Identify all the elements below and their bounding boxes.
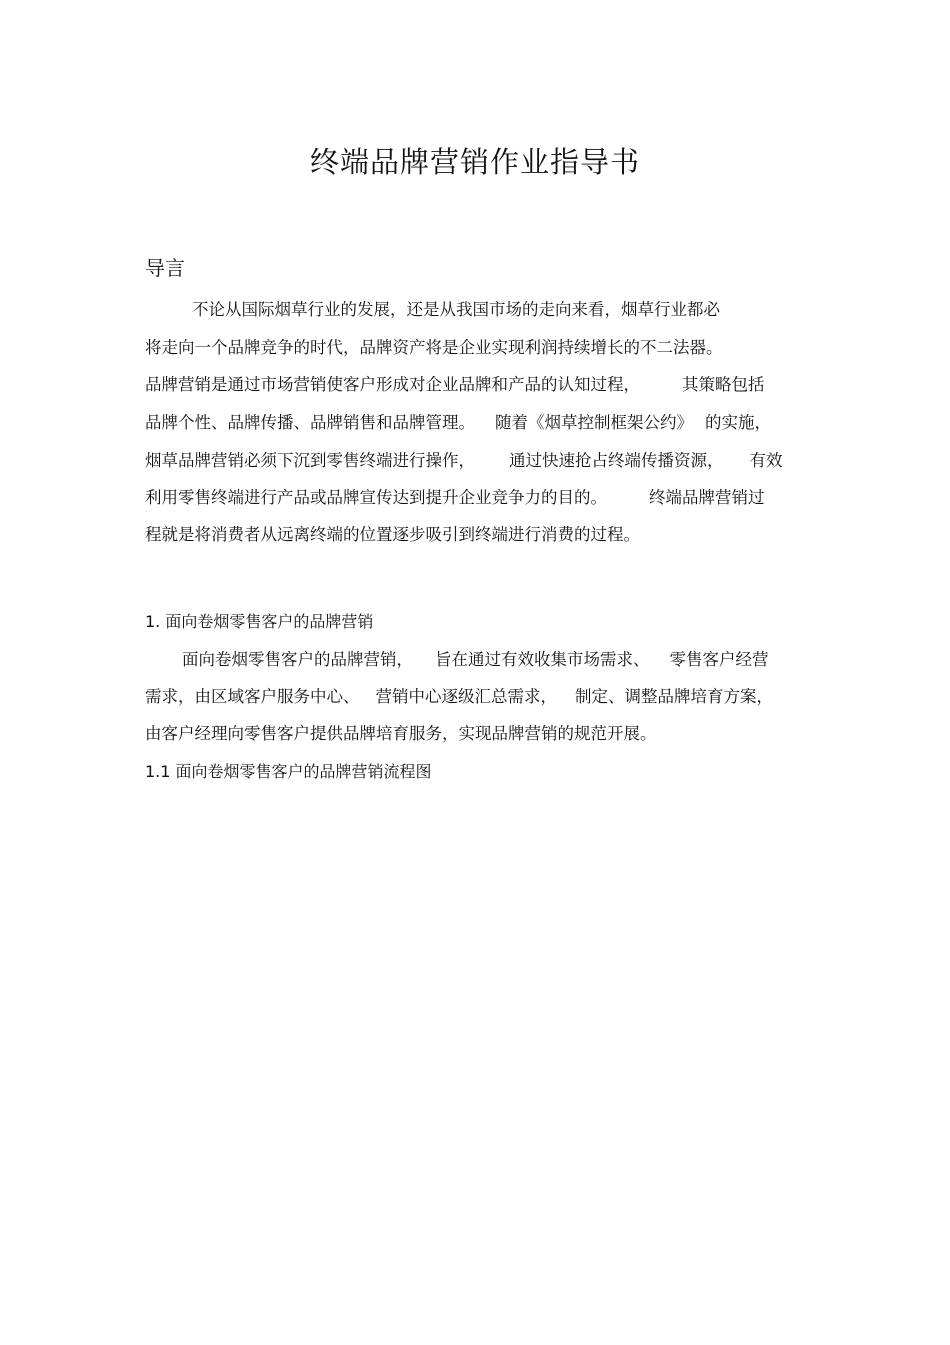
intro-line-4-seg-1: 品牌个性、品牌传播、品牌销售和品牌管理。 (145, 413, 475, 432)
intro-line-5-seg-3: 有效 (749, 451, 783, 470)
intro-line-3-seg-1: 品牌营销是通过市场营销使客户形成对企业品牌和产品的认知过程， (145, 375, 640, 394)
section-1-line-1-seg-3: 零售客户经营 (669, 650, 769, 669)
intro-line-5-seg-2: 通过快速抢占终端传播资源， (509, 451, 724, 470)
intro-line-4-seg-3: 的实施， (705, 413, 771, 432)
intro-line-6-seg-1: 利用零售终端进行产品或品牌宣传达到提升企业竞争力的目的。 (145, 488, 607, 507)
section-1-line-3 (145, 722, 657, 746)
intro-line-7 (145, 523, 640, 547)
intro-line-4 (145, 411, 771, 435)
intro-line-3-seg-2: 其策略包括 (682, 375, 765, 394)
section-1-line-1 (182, 648, 769, 672)
section-1-line-3-text: 由客户经理向零售客户提供品牌培育服务，实现品牌营销的规范开展。 (145, 724, 657, 743)
intro-line-1-text: 不论从国际烟草行业的发展，还是从我国市场的走向来看，烟草行业都必 (192, 300, 720, 319)
section-1-line-2 (145, 685, 773, 709)
intro-line-7-text: 程就是将消费者从远离终端的位置逐步吸引到终端进行消费的过程。 (145, 525, 640, 544)
section-1-line-2-seg-3: 制定、调整品牌培育方案， (575, 687, 773, 706)
intro-line-3 (145, 373, 765, 397)
section-1-line-2-seg-1: 需求，由区域客户服务中心、 (145, 687, 360, 706)
document-title: 终端品牌营销作业指导书 (309, 145, 640, 179)
intro-line-5-seg-1: 烟草品牌营销必须下沉到零售终端进行操作， (145, 451, 475, 470)
section-1-1-heading: 1.1 面向卷烟零售客户的品牌营销流程图 (145, 762, 432, 781)
section-1-line-1-seg-1: 面向卷烟零售客户的品牌营销， (182, 650, 413, 669)
intro-line-5 (145, 449, 783, 473)
intro-line-1 (192, 298, 720, 322)
intro-line-4-seg-2: 随着《烟草控制框架公约》 (495, 413, 693, 432)
intro-line-6 (145, 486, 765, 510)
intro-line-2-text: 将走向一个品牌竞争的时代，品牌资产将是企业实现利润持续增长的不二法器。 (145, 338, 723, 357)
section-1-heading: 1. 面向卷烟零售客户的品牌营销 (145, 612, 374, 631)
intro-heading: 导言 (145, 256, 185, 280)
section-1-line-1-seg-2: 旨在通过有效收集市场需求、 (435, 650, 650, 669)
section-1-line-2-seg-2: 营销中心逐级汇总需求， (375, 687, 557, 706)
intro-line-2 (145, 336, 723, 360)
intro-line-6-seg-2: 终端品牌营销过 (649, 488, 765, 507)
